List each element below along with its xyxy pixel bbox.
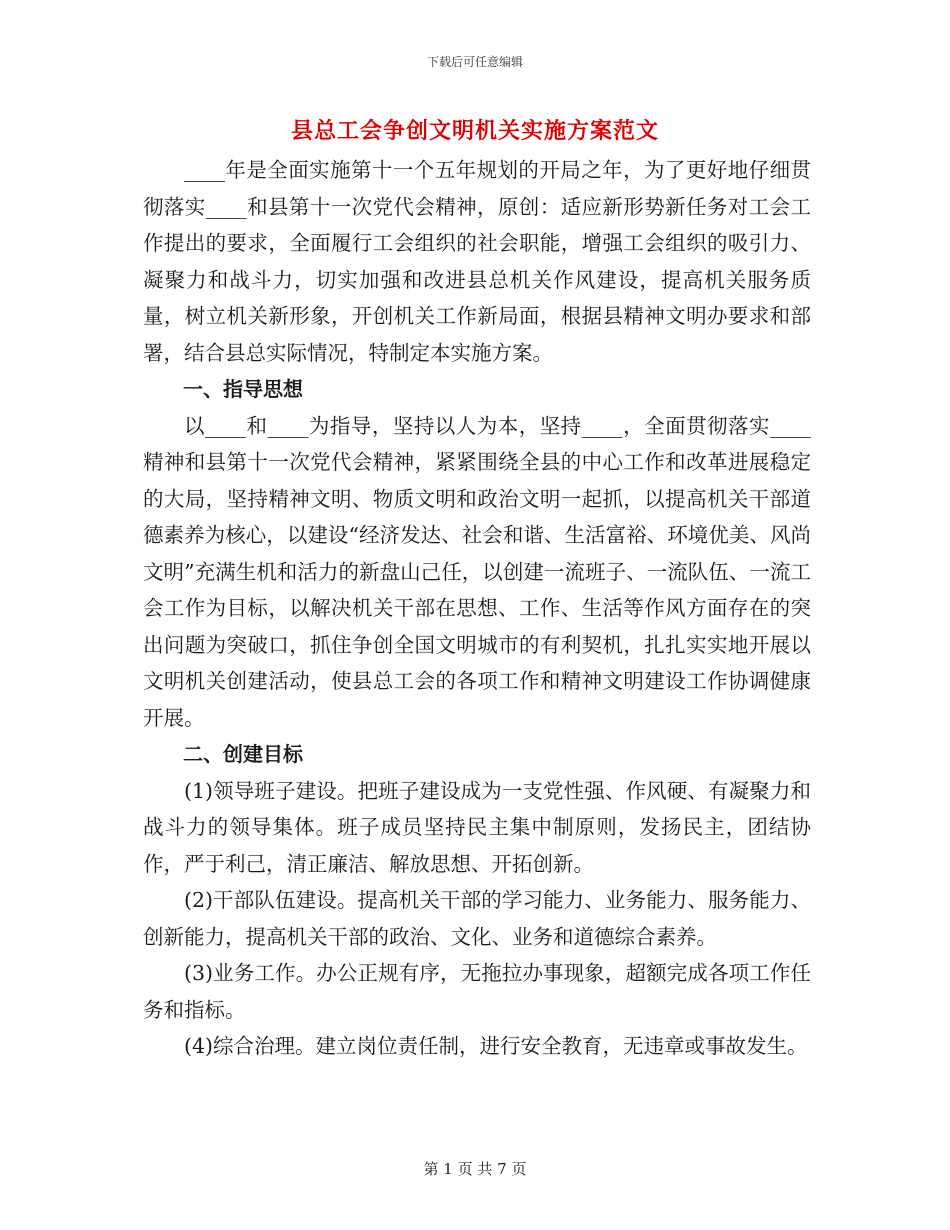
section-heading-goals: 二、创建目标 (183, 742, 303, 766)
document-body (143, 152, 811, 1065)
page-number: 第 1 页 共 7 页 (423, 1160, 527, 1178)
goal-item-leadership: (1)领导班子建设。把班子建设成为一支党性强、作风硬、有凝聚力和战斗力的领导集体。班子成员坚持民主集中制原则，发扬民主，团结协作，严于利己，清正廉洁、解放思想、开拓创新。 (143, 778, 811, 876)
goal-item-comprehensive-governance: (4)综合治理。建立岗位责任制，进行安全教育，无违章或事故发生。 (184, 1034, 808, 1058)
intro-paragraph: ____年是全面实施第十一个五年规划的开局之年，为了更好地仔细贯彻落实____和县第十一次党代会精神，原创：适应新形势新任务对工会工作提出的要求，全面履行工会组织的社会职能，增强工会组织的吸引力、凝聚力和战斗力，切实加强和改进县总机关作风建设，提高机关服务质量，树立机关新形象，开创机关工作新局面，根据县精神文明办要求和部署，结合县总实际情况，特制定本实施方案。 (143, 158, 811, 365)
goal-item-business-work: (3)业务工作。办公正规有序，无拖拉办事现象，超额完成各项工作任务和指标。 (143, 961, 811, 1022)
section-heading-guiding-ideology: 一、指导思想 (183, 377, 303, 401)
guiding-ideology-paragraph: 以____和____为指导，坚持以人为本，坚持____，全面贯彻落实____精神和县第十一次党代会精神，紧紧围绕全县的中心工作和改革进展稳定的大局，坚持精神文明、物质文明和政治文明一起抓，以提高机关干部道德素养为核心，以建设“经济发达、社会和谐、生活富裕、环境优美、风尚文明”充满生机和活力的新盘山己任，以创建一流班子、一流队伍、一流工会工作为目标，以解决机关干部在思想、工作、生活等作风方面存在的突出问题为突破口，抓住争创全国文明城市的有利契机，扎扎实实地开展以文明机关创建活动，使县总工会的各项工作和精神文明建设工作协调健康开展。 (143, 413, 811, 730)
goal-item-cadre-team: (2)干部队伍建设。提高机关干部的学习能力、业务能力、服务能力、创新能力，提高机关干部的政治、文化、业务和道德综合素养。 (143, 888, 811, 949)
document-title: 县总工会争创文明机关实施方案范文 (290, 118, 659, 144)
header-note: 下载后可任意编辑 (426, 55, 523, 69)
